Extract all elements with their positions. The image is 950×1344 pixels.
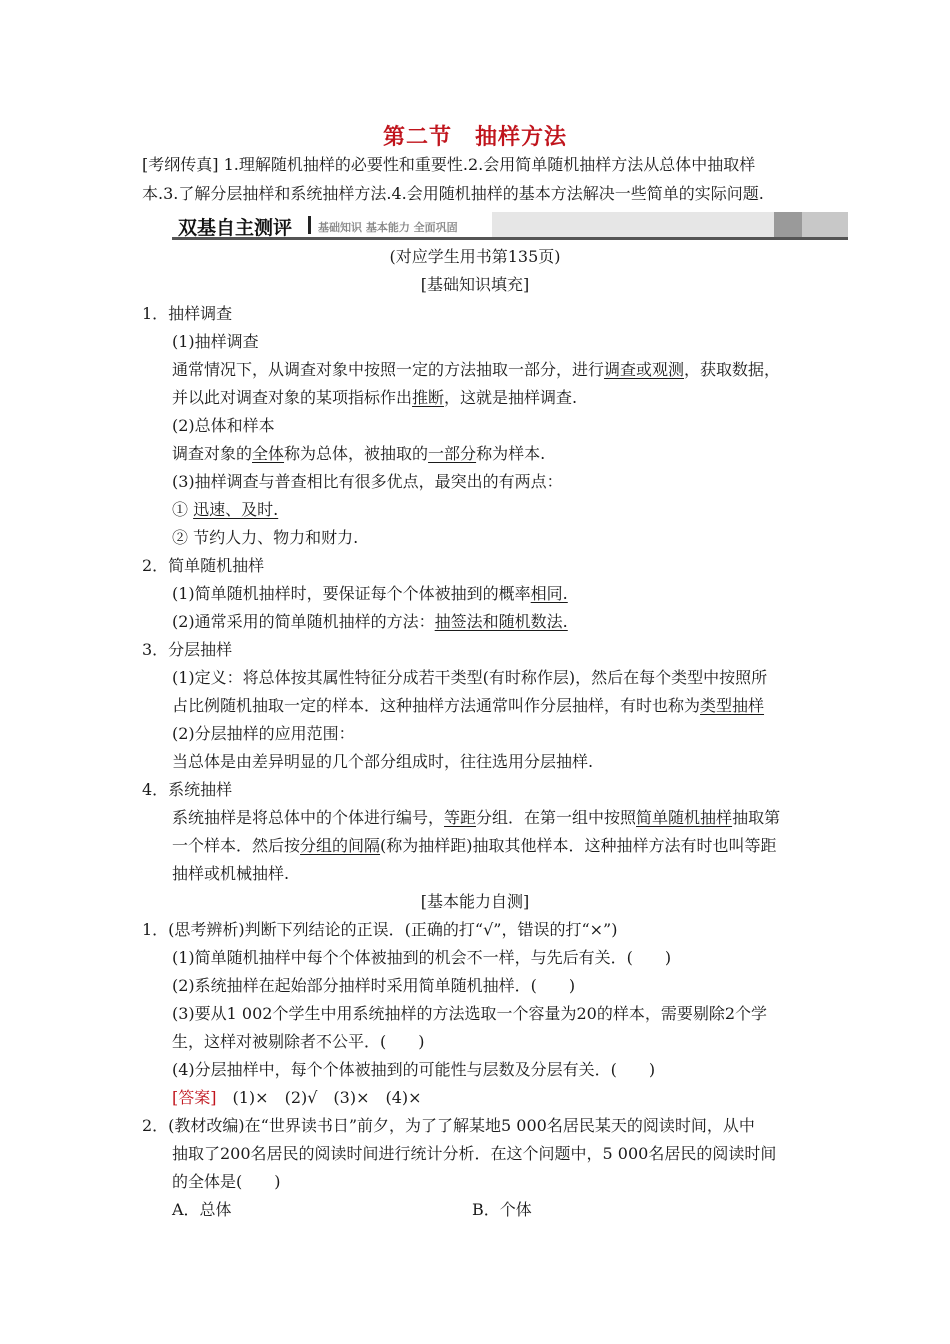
intro-text-2: 本.3.了解分层抽样和系统抽样方法.4.会用随机抽样的基本方法解决一些简单的实际问题. xyxy=(142,184,764,203)
s3-line3: (2)分层抽样的应用范围： xyxy=(172,724,355,743)
banner-separator xyxy=(308,216,311,234)
banner-block-light xyxy=(802,212,848,237)
s1-point1 xyxy=(172,498,278,522)
intro-tag: [考纲传真] xyxy=(142,155,219,174)
intro-line-1 xyxy=(142,153,755,177)
bullet-marker: ① xyxy=(172,500,189,519)
fill-answer: 简单随机抽样 xyxy=(636,808,733,827)
q2-option-a: A．总体 xyxy=(172,1200,232,1219)
fill-answer: 推断 xyxy=(412,388,445,407)
s1-heading: 1．抽样调查 xyxy=(142,304,233,323)
s1-sub3: (3)抽样调查与普查相比有很多优点，最突出的有两点： xyxy=(172,472,563,491)
banner-block-dark xyxy=(774,212,802,237)
s4-line3: 抽样或机械抽样. xyxy=(172,864,290,883)
text: (2)通常采用的简单随机抽样的方法： xyxy=(172,612,435,631)
intro-text-1: 1.理解随机抽样的必要性和重要性.2.会用简单随机抽样方法从总体中抽取样 xyxy=(223,155,756,174)
s3-line4: 当总体是由差异明显的几个部分组成时，往往选用分层抽样. xyxy=(172,752,594,771)
text: 调查对象的 xyxy=(172,444,253,463)
s2-heading: 2．简单随机抽样 xyxy=(142,556,265,575)
q2-line2: 抽取了200名居民的阅读时间进行统计分析．在这个问题中，5 000名居民的阅读时间 xyxy=(172,1144,777,1163)
q2-line1: 2．(教材改编)在“世界读书日”前夕，为了了解某地5 000名居民某天的阅读时间，从中 xyxy=(142,1116,755,1135)
s1-para1-line1 xyxy=(172,358,780,382)
answer-tag: [答案] xyxy=(172,1088,217,1107)
fill-answer: 一部分 xyxy=(428,444,477,463)
s3-line2 xyxy=(172,694,764,718)
fill-answer: 全体 xyxy=(252,444,285,463)
text: 占比例随机抽取一定的样本．这种抽样方法通常叫作分层抽样，有时也称为 xyxy=(172,696,701,715)
s4-line2 xyxy=(172,834,777,858)
section-title: 第二节 抽样方法 xyxy=(382,125,567,150)
banner-heading: 双基自主测评 xyxy=(178,217,293,239)
subsection-fill-heading: [基础知识填充] xyxy=(420,275,530,294)
answer-text: (1)× (2)√ (3)× (4)× xyxy=(216,1088,422,1107)
text: 称为总体，被抽取的 xyxy=(284,444,429,463)
s4-heading: 4．系统抽样 xyxy=(142,780,233,799)
s4-line1 xyxy=(172,806,780,830)
s1-sub1: (1)抽样调查 xyxy=(172,332,259,351)
q1-item3-line2: 生，这样对被剔除者不公平．( ) xyxy=(172,1032,425,1051)
s1-sub2: (2)总体和样本 xyxy=(172,416,275,435)
fill-answer: 迅速、及时. xyxy=(193,500,279,519)
s1-point2: ② 节约人力、物力和财力. xyxy=(172,528,359,547)
q1-item1: (1)简单随机抽样中每个个体被抽到的机会不一样，与先后有关．( ) xyxy=(172,948,672,967)
subsection-test-heading: [基本能力自测] xyxy=(420,892,530,911)
fill-answer: 调查或观测 xyxy=(604,360,685,379)
text: 通常情况下，从调查对象中按照一定的方法抽取一部分，进行 xyxy=(172,360,605,379)
text: (称为抽样距)抽取其他样本．这种抽样方法有时也叫等距 xyxy=(380,836,777,855)
q1-item2: (2)系统抽样在起始部分抽样时采用简单随机抽样．( ) xyxy=(172,976,576,995)
s2-line2 xyxy=(172,610,568,634)
text: 一个样本．然后按 xyxy=(172,836,301,855)
text: (1)简单随机抽样时，要保证每个个体被抽到的概率 xyxy=(172,584,531,603)
banner-subtitle: 基础知识 基本能力 全面巩固 xyxy=(318,221,458,234)
fill-answer: 抽签法和随机数法. xyxy=(434,612,568,631)
s1-para1-line2 xyxy=(172,386,577,410)
q2-option-b: B．个体 xyxy=(472,1200,532,1219)
fill-answer: 相同. xyxy=(530,584,568,603)
q1-item4: (4)分层抽样中，每个个体被抽到的可能性与层数及分层有关．( ) xyxy=(172,1060,656,1079)
text: 系统抽样是将总体中的个体进行编号， xyxy=(172,808,445,827)
q1-answer xyxy=(172,1086,422,1110)
page-reference: (对应学生用书第135页) xyxy=(389,247,561,266)
fill-answer: 等距 xyxy=(444,808,477,827)
q1-item3-line1: (3)要从1 002个学生中用系统抽样的方法选取一个容量为20的样本，需要剔除2个学 xyxy=(172,1004,768,1023)
s3-heading: 3．分层抽样 xyxy=(142,640,233,659)
text: 并以此对调查对象的某项指标作出 xyxy=(172,388,413,407)
text: 分组．在第一组中按照 xyxy=(476,808,637,827)
s3-line1: (1)定义：将总体按其属性特征分成若干类型(有时称作层)，然后在每个类型中按照所 xyxy=(172,668,768,687)
s2-line1 xyxy=(172,582,568,606)
fill-answer: 分组的间隔 xyxy=(300,836,381,855)
q1-stem: 1．(思考辨析)判断下列结论的正误．(正确的打“√”，错误的打“×”) xyxy=(142,920,618,939)
text: 称为样本. xyxy=(476,444,546,463)
section-banner xyxy=(172,212,848,240)
q2-line3: 的全体是( ) xyxy=(172,1172,281,1191)
s1-para2 xyxy=(172,442,545,466)
text: ，获取数据， xyxy=(684,360,781,379)
fill-answer: 类型抽样 xyxy=(700,696,765,715)
text: ，这就是抽样调查. xyxy=(444,388,578,407)
text: 抽取第 xyxy=(732,808,781,827)
